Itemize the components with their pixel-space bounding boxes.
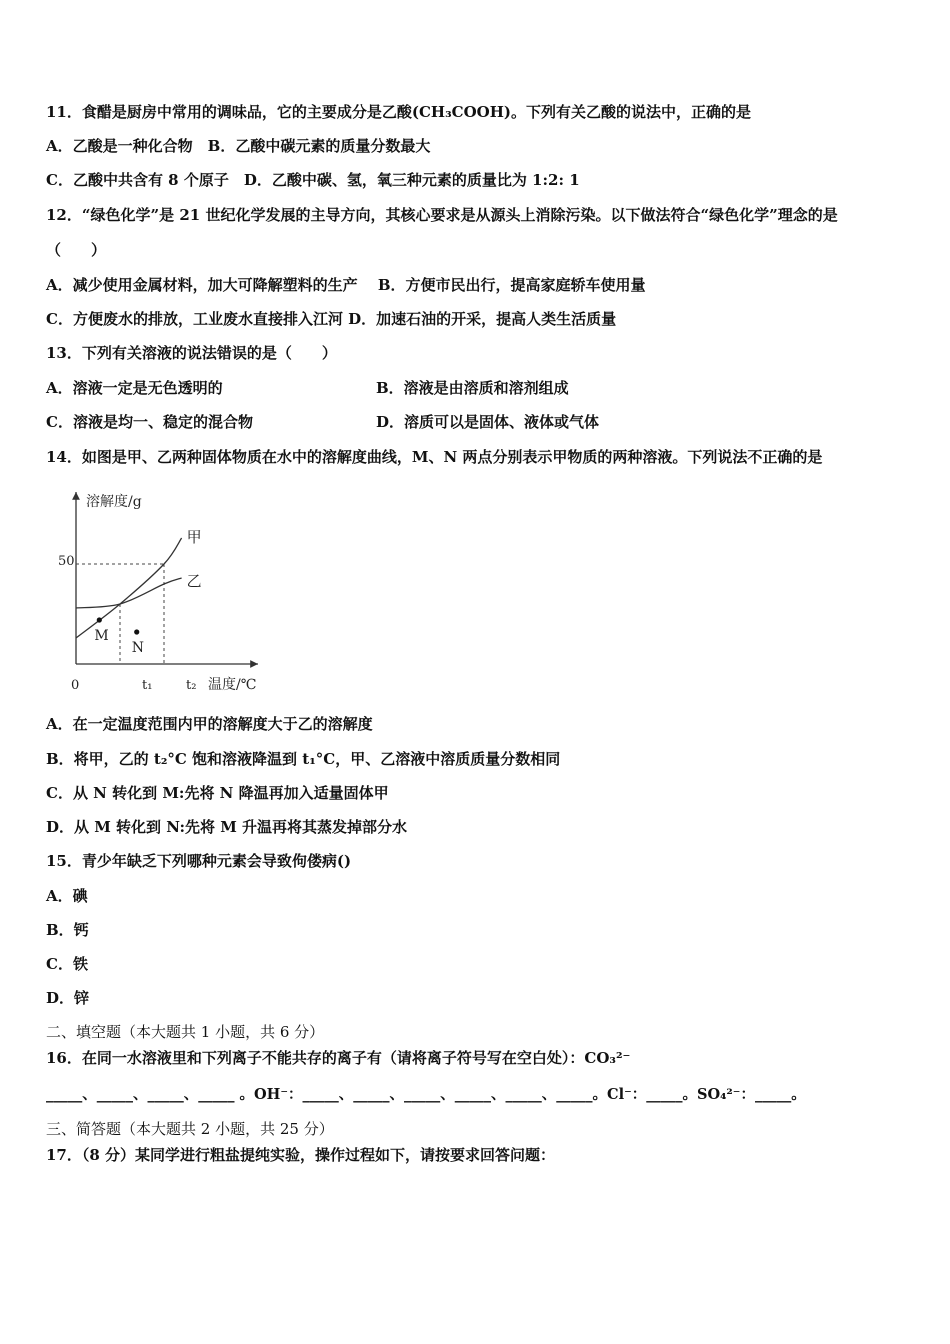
q13-option-c: C．溶液是均一、稳定的混合物 — [46, 413, 253, 431]
x-axis-label: 温度/℃ — [208, 677, 257, 693]
q14-option-b: B．将甲，乙的 t₂°C 饱和溶液降温到 t₁°C，甲、乙溶液中溶质质量分数相同 — [46, 750, 561, 768]
q12-options-ab: A．减少使用金属材料，加大可降解塑料的生产 B．方便市民出行，提高家庭轿车使用量 — [46, 276, 646, 294]
q12-options-cd: C．方便废水的排放，工业废水直接排入江河 D．加速石油的开采，提高人类生活质量 — [46, 310, 617, 328]
curve-jia — [76, 538, 182, 638]
q13-option-d: D．溶质可以是固体、液体或气体 — [376, 413, 600, 431]
series-label-jia: 甲 — [186, 528, 202, 546]
section-3-heading: 三、简答题（本大题共 2 小题，共 25 分） — [46, 1120, 334, 1138]
q15-option-c: C．铁 — [46, 955, 88, 973]
q11-stem: 11．食醋是厨房中常用的调味品，它的主要成分是乙酸(CH₃COOH)。下列有关乙酸的说法中，正确的是 — [46, 103, 751, 121]
point-m — [97, 617, 102, 622]
curve-yi — [76, 578, 182, 608]
solubility-chart — [50, 484, 280, 699]
y-tick-label-50: 50 — [58, 554, 75, 569]
q14-stem: 14．如图是甲、乙两种固体物质在水中的溶解度曲线，M、N 两点分别表示甲物质的两种溶液。下列说法不正确的是 — [46, 448, 823, 466]
point-n-label: N — [131, 640, 144, 656]
q16-blanks: _____、_____、_____、_____ 。OH⁻：_____、_____、_____、_____、_____、_____。Cl⁻：_____。SO₄²⁻：_____。 — [46, 1086, 806, 1103]
point-m-label: M — [94, 628, 109, 644]
q14-option-c: C．从 N 转化到 M:先将 N 降温再加入适量固体甲 — [46, 784, 389, 802]
q15-option-d: D．锌 — [46, 989, 90, 1007]
q13-stem: 13．下列有关溶液的说法错误的是（ ） — [46, 344, 337, 362]
series-label-yi: 乙 — [186, 572, 202, 590]
q12-stem: 12．“绿色化学”是 21 世纪化学发展的主导方向，其核心要求是从源头上消除污染。以下做法符合“绿色化学”理念的是 — [46, 206, 838, 224]
origin-label: 0 — [71, 678, 80, 693]
q15-option-a: A．碘 — [46, 887, 88, 905]
point-n — [134, 629, 139, 634]
q13-options-ab — [46, 378, 223, 398]
q14-option-d: D．从 M 转化到 N:先将 M 升温再将其蒸发掉部分水 — [46, 818, 408, 836]
q15-option-b: B．钙 — [46, 921, 89, 939]
q17-stem: 17．（8 分）某同学进行粗盐提纯实验，操作过程如下，请按要求回答问题： — [46, 1146, 556, 1164]
q11-options-cd: C．乙酸中共含有 8 个原子 D．乙酸中碳、氢，氧三种元素的质量比为 1:2: 1 — [46, 171, 580, 189]
q11-options-ab: A．乙酸是一种化合物 B．乙酸中碳元素的质量分数最大 — [46, 137, 431, 155]
x-tick-label-t1: t₁ — [142, 678, 153, 693]
q12-answer-paren: （ ） — [46, 241, 107, 259]
q13-option-b: B．溶液是由溶质和溶剂组成 — [376, 379, 569, 397]
y-axis-label: 溶解度/g — [86, 494, 142, 510]
q13-option-a: A．溶液一定是无色透明的 — [46, 379, 223, 397]
q15-stem: 15．青少年缺乏下列哪种元素会导致佝偻病() — [46, 852, 352, 870]
q14-option-a: A．在一定温度范围内甲的溶解度大于乙的溶解度 — [46, 715, 373, 733]
x-tick-label-t2: t₂ — [186, 678, 197, 693]
section-2-heading: 二、填空题（本大题共 1 小题，共 6 分） — [46, 1023, 325, 1041]
q16-stem: 16．在同一水溶液里和下列离子不能共存的离子有（请将离子符号写在空白处）：CO₃²⁻ — [46, 1049, 631, 1067]
